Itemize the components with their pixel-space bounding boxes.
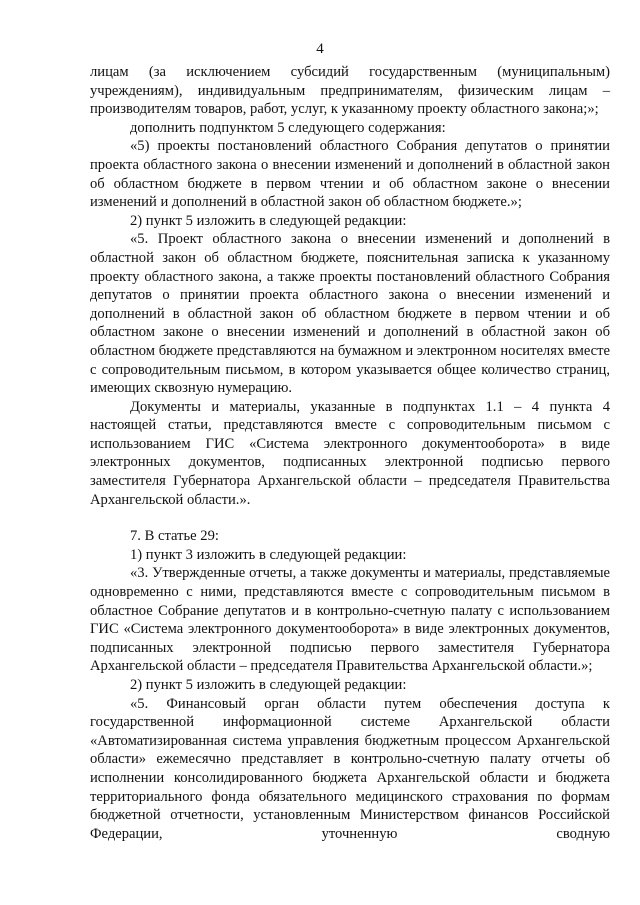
paragraph-item-1-intro: 1) пункт 3 изложить в следующей редакции:	[130, 546, 407, 563]
paragraph-clause-5: «5. Проект областного закона о внесении изменений и дополнений в областной закон об областном бюджете, пояснительная записка к указанному проекту областного закона, а также проекты постановлений областного Собрания депутатов о принятии проекта областного закона о внесении изменений и дополнений в областной закон об областном бюджете в первом чтении и об областном законе о внесении изменений и дополнений в областной закон об областном бюджете представляются на бумажном и электронном носителях вместе с сопроводительным письмом, в котором указывается общее количество страниц, имеющих сквозную нумерацию.	[90, 231, 610, 397]
page-number: 4	[316, 41, 324, 57]
paragraph-continuation: лицам (за исключением субсидий государственным (муниципальным) учреждениям), индивидуальным предпринимателям, физическим лицам – производителям товаров, работ, услуг, к указанному проекту областного закона;»;	[90, 64, 610, 118]
paragraph-item-2-intro: 2) пункт 5 изложить в следующей редакции:	[130, 212, 407, 229]
paragraph-subclause-5: «5) проекты постановлений областного Собрания депутатов о принятии проекта областного закона о внесении изменений и дополнений в областной закон об областном бюджете в первом чтении и об областном законе о внесении изменений и дополнений в областной закон об областном бюджете.»;	[90, 138, 610, 211]
paragraph-item-2-intro-b: 2) пункт 5 изложить в следующей редакции:	[130, 677, 407, 693]
document-body	[90, 63, 610, 843]
paragraph-clause-3: «3. Утвержденные отчеты, а также документы и материалы, представляемые одновременно с ними, представляются вместе с сопроводительным письмом в областное Собрание депутатов и в контрольно-счетную палату с использованием ГИС «Система электронного документооборота» в виде электронных документов, подписанных электронной подписью первого заместителя Губернатора Архангельской области – председателя Правительства Архангельской области.»;	[90, 565, 610, 675]
paragraph-documents: Документы и материалы, указанные в подпунктах 1.1 – 4 пункта 4 настоящей статьи, представляются вместе с сопроводительным письмом с использованием ГИС «Система электронного документооборота» в виде электронных документов, подписанных электронной подписью первого заместителя Губернатора Архангельской области – председателя Правительства Архангельской области.».	[90, 398, 610, 508]
paragraph-article-29: 7. В статье 29:	[130, 528, 219, 545]
paragraph-clause-5-financial: «5. Финансовый орган области путем обеспечения доступа к государственной информационной системе Архангельской области «Автоматизированная система управления бюджетным процессом Архангельской области» ежемесячно представляет в контрольно-счетную палату отчеты об исполнении консолидированного бюджета Архангельской области и бюджета территориального фонда обязательного медицинского страхования по формам бюджетной отчетности, установленным Министерством финансов Российской Федерации, уточненную сводную	[90, 695, 610, 842]
section-spacer	[90, 509, 610, 527]
paragraph-amendment-intro: дополнить подпунктом 5 следующего содержания:	[130, 119, 446, 136]
